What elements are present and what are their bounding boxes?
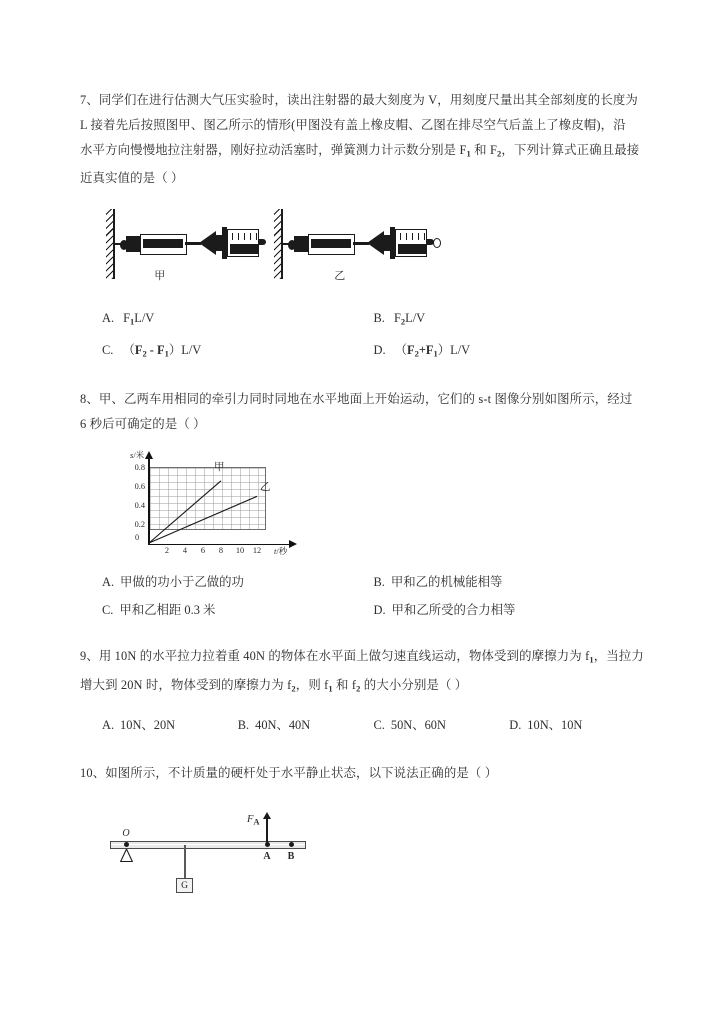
y-tick-label: 0.4 bbox=[134, 501, 145, 511]
option-b-label: B. bbox=[237, 717, 250, 732]
option-d-label: D. bbox=[373, 342, 386, 357]
question-7-options bbox=[102, 304, 645, 367]
chart-origin-label: 0 bbox=[135, 533, 140, 543]
lever-figure bbox=[102, 804, 332, 904]
series-label-jia: 甲 bbox=[214, 462, 225, 474]
option-c-text: 甲和乙相距 0.3 米 bbox=[119, 603, 216, 618]
option-row bbox=[102, 711, 645, 739]
syringe-barrel bbox=[227, 229, 259, 257]
spring-scale-tube bbox=[308, 234, 355, 255]
syringe-caption-yi: 乙 bbox=[334, 270, 346, 283]
question-10 bbox=[80, 761, 645, 904]
option-b[interactable] bbox=[374, 304, 646, 335]
spring-scale-body bbox=[126, 236, 140, 252]
question-8-line-2: 6 秒后可确定的是（ ） bbox=[80, 417, 206, 432]
option-a-text: $F_1L/V$ bbox=[120, 311, 155, 327]
option-d-text: 甲和乙所受的合力相等 bbox=[391, 603, 516, 618]
syringe-setup-yi bbox=[270, 205, 430, 291]
x-tick-label: 10 bbox=[235, 546, 245, 556]
question-9-line-1: 9、用 10N 的水平拉力拉着重 40N 的物体在水平面上做匀速直线运动，物体受到的摩擦力为 $f_1$，当拉力 bbox=[80, 649, 644, 665]
syringe-caption-jia: 甲 bbox=[154, 270, 166, 283]
chart-x-axis-label: t/秒 bbox=[274, 546, 288, 557]
fulcrum-label: O bbox=[122, 827, 130, 839]
point-b-label: B bbox=[287, 850, 295, 862]
option-c-text: $(F_2 - F_1)L/V$ bbox=[119, 342, 202, 359]
point-a-dot bbox=[265, 842, 270, 847]
question-8-figure bbox=[102, 451, 645, 555]
syringe-scale-ticks bbox=[232, 233, 258, 244]
option-b-label: B. bbox=[373, 311, 385, 326]
option-d-text: $(F_2+F_1)L/V$ bbox=[391, 342, 471, 359]
lever-bar bbox=[110, 841, 306, 849]
question-7-line-2: L 接着先后按照图甲、图乙所示的情形(甲图没有盖上橡皮帽、乙图在排尽空气后盖上了橡皮帽)，沿 bbox=[80, 118, 626, 132]
x-tick-label: 8 bbox=[218, 546, 224, 556]
spring-scale-body bbox=[294, 236, 308, 252]
x-tick-label: 2 bbox=[164, 546, 170, 556]
question-9-options bbox=[102, 711, 645, 739]
question-8-options bbox=[102, 568, 645, 624]
rubber-cap-icon bbox=[433, 238, 441, 248]
option-a-text: 10N、20N bbox=[120, 717, 176, 732]
option-a-label: A. bbox=[102, 575, 115, 590]
y-tick-label: 0.8 bbox=[134, 463, 145, 473]
syringe-setup-jia bbox=[102, 205, 262, 291]
option-b[interactable] bbox=[374, 568, 646, 596]
syringe-plunger-inside bbox=[398, 244, 426, 254]
syringe-plunger-inside bbox=[230, 244, 258, 254]
syringe-plunger-cone bbox=[199, 231, 216, 255]
question-10-line-1: 10、如图所示，不计质量的硬杆处于水平静止状态，以下说法正确的是（ ） bbox=[80, 765, 498, 780]
option-c-label: C. bbox=[102, 603, 114, 618]
syringe-scale-ticks bbox=[400, 233, 426, 244]
chart-y-axis-label: s/米 bbox=[130, 450, 145, 461]
spring-scale-tube bbox=[140, 234, 187, 255]
force-label: $F_A$ bbox=[247, 813, 260, 827]
y-tick-label: 0.6 bbox=[134, 482, 145, 492]
question-10-figure bbox=[102, 804, 645, 904]
force-arrow-up-icon bbox=[266, 818, 268, 844]
option-d[interactable] bbox=[509, 711, 645, 739]
point-b-dot bbox=[289, 842, 294, 847]
syringe-figure bbox=[102, 205, 432, 291]
option-row bbox=[102, 336, 645, 367]
question-9-line-2: 增大到 20N 时，物体受到的摩擦力为 $f_2$，则 $f_1$ 和 $f_2$ 的大小分别是（ ） bbox=[80, 677, 468, 693]
option-row bbox=[102, 304, 645, 335]
option-c[interactable] bbox=[102, 596, 374, 624]
option-a[interactable] bbox=[102, 304, 374, 335]
question-8 bbox=[80, 387, 645, 624]
option-d-label: D. bbox=[373, 603, 386, 618]
x-tick-label: 4 bbox=[182, 546, 188, 556]
series-label-yi: 乙 bbox=[260, 482, 271, 494]
option-a-label: A. bbox=[102, 311, 115, 326]
option-c[interactable] bbox=[102, 336, 374, 367]
option-a-text: 甲做的功小于乙做的功 bbox=[120, 575, 244, 590]
option-a[interactable] bbox=[102, 711, 238, 739]
fulcrum-point bbox=[124, 842, 129, 847]
option-row bbox=[102, 596, 645, 624]
syringe-nozzle bbox=[259, 239, 266, 245]
option-d[interactable] bbox=[374, 596, 646, 624]
weight-string bbox=[184, 845, 186, 878]
point-a-label: A bbox=[263, 850, 271, 862]
option-d-label: D. bbox=[509, 717, 522, 732]
option-b-text: 40N、40N bbox=[255, 717, 311, 732]
option-c-label: C. bbox=[373, 717, 385, 732]
option-c-text: 50N、60N bbox=[390, 717, 446, 732]
question-7 bbox=[80, 88, 645, 367]
x-tick-label: 12 bbox=[252, 546, 262, 556]
option-d-text: 10N、10N bbox=[527, 717, 583, 732]
option-b-label: B. bbox=[373, 575, 385, 590]
question-7-line-1: 7、同学们在进行估测大气压实验时，读出注射器的最大刻度为 V，用刻度尺量出其全部刻度的长度为 bbox=[80, 93, 638, 107]
syringe-barrel bbox=[395, 229, 427, 257]
option-row bbox=[102, 568, 645, 596]
option-a[interactable] bbox=[102, 568, 374, 596]
question-7-line-3: 水平方向慢慢地拉注射器，刚好拉动活塞时，弹簧测力计示数分别是 $F_1$ 和 $F_2$，下列计算式正确且最接 bbox=[80, 143, 640, 159]
option-b-text: $F_2L/V$ bbox=[390, 311, 426, 327]
x-tick-label: 6 bbox=[200, 546, 206, 556]
option-d[interactable] bbox=[374, 336, 646, 367]
option-b-text: 甲和乙的机械能相等 bbox=[390, 575, 503, 590]
syringe-plunger-cone bbox=[367, 231, 384, 255]
weight-block: G bbox=[176, 878, 193, 893]
question-7-figure bbox=[102, 205, 645, 291]
page-content bbox=[80, 88, 645, 910]
y-tick-label: 0.2 bbox=[134, 520, 145, 530]
question-7-line-4: 近真实值的是（ ） bbox=[80, 171, 184, 186]
option-c[interactable] bbox=[374, 711, 510, 739]
option-c-label: C. bbox=[102, 342, 114, 357]
fulcrum-triangle-icon bbox=[120, 849, 133, 862]
question-8-line-1: 8、甲、乙两车用相同的牵引力同时同地在水平地面上开始运动，它们的 s-t 图像分别如图所示，经过 bbox=[80, 392, 633, 407]
st-graph bbox=[102, 451, 332, 555]
option-b[interactable] bbox=[238, 711, 374, 739]
option-a-label: A. bbox=[102, 717, 115, 732]
question-9 bbox=[80, 644, 645, 739]
